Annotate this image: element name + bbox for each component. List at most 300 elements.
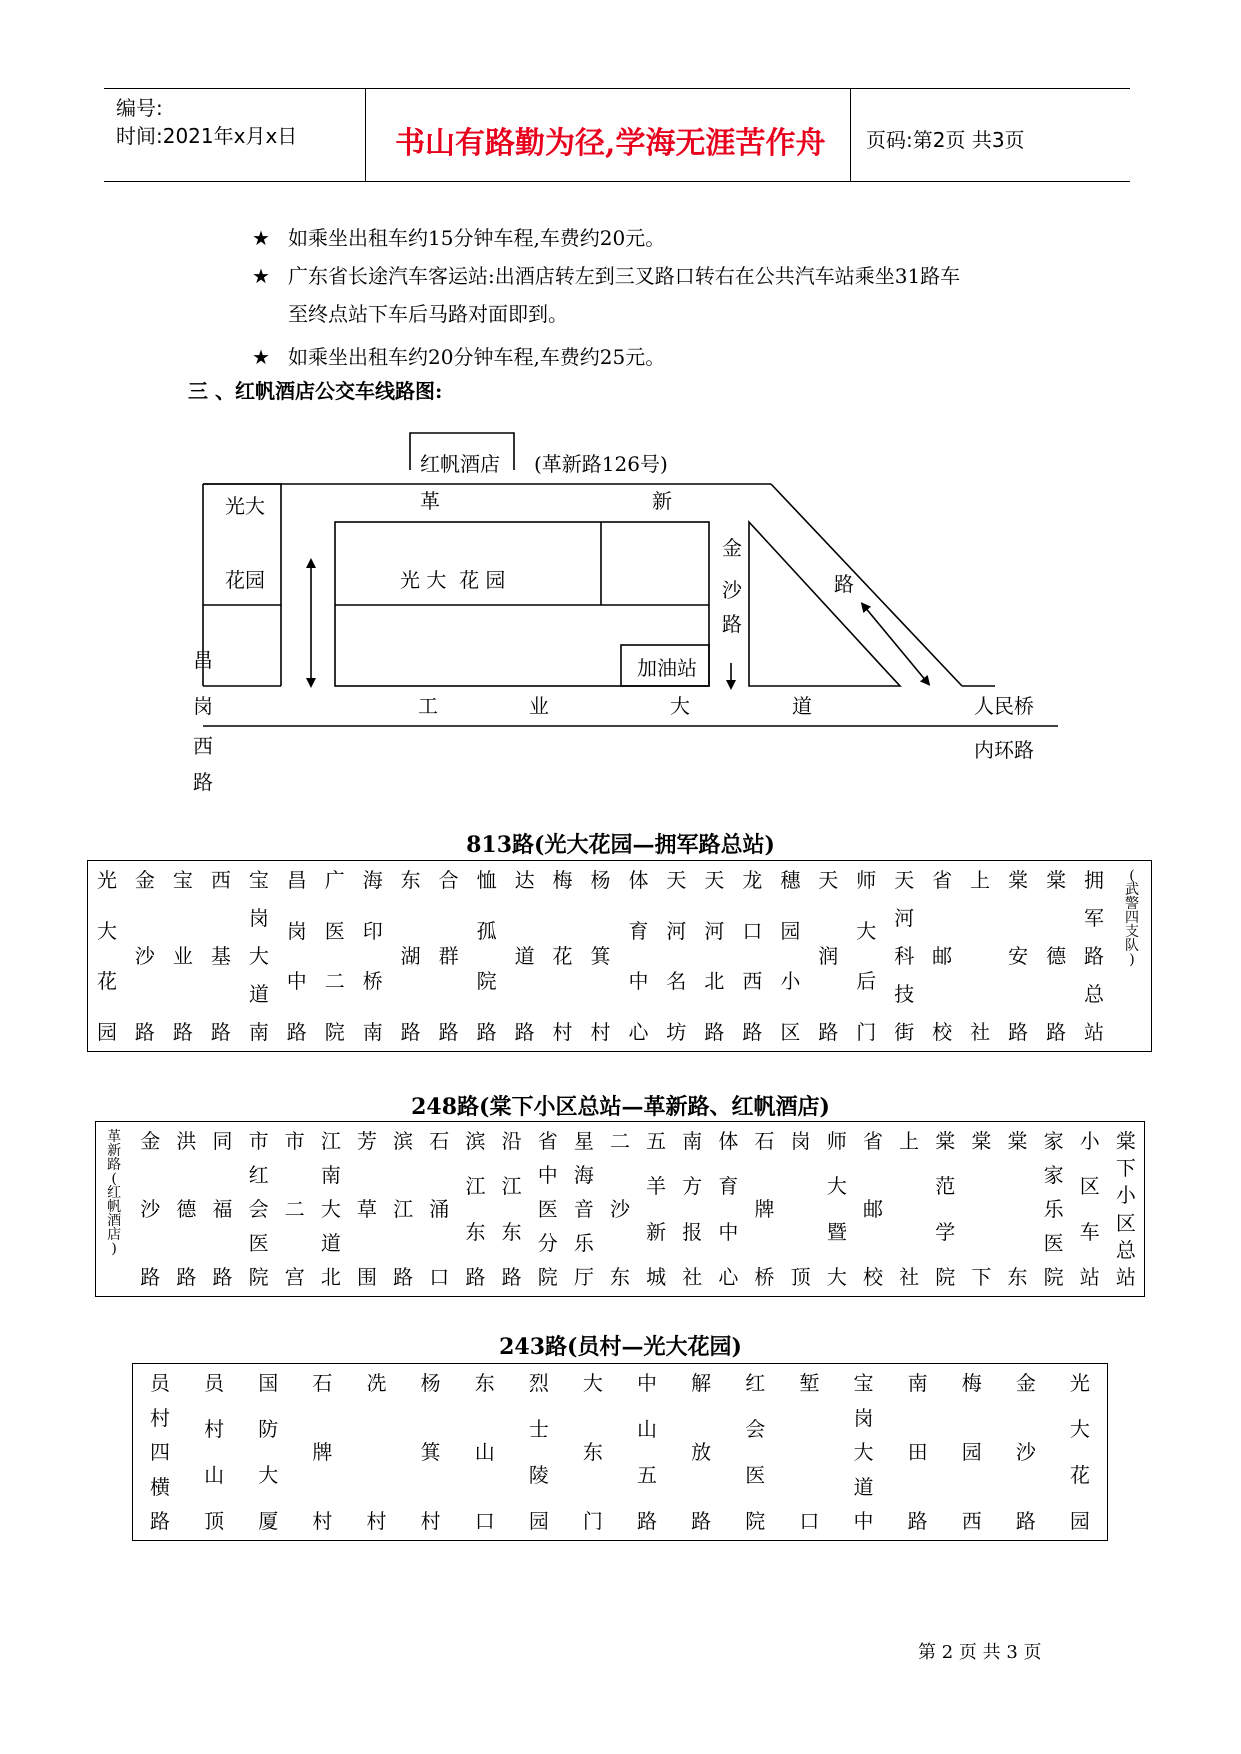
route-stop-char: 解 [691, 1371, 712, 1395]
route-stop-char: 宝 [172, 868, 193, 892]
route-stop [164, 861, 202, 1051]
route-stop-char: 站 [1115, 1265, 1136, 1289]
route-stop-char: 江 [465, 1174, 486, 1199]
route-stop-char: 路 [212, 1265, 233, 1289]
route-stop [313, 1122, 349, 1296]
route-stop-char: 洪 [176, 1129, 197, 1153]
route-stop [847, 861, 885, 1051]
route-stop [999, 1122, 1035, 1296]
route-stop-char: 范 [935, 1174, 956, 1199]
route-stop-char: 心 [628, 1020, 649, 1044]
route-stop-char: 东 [1007, 1265, 1028, 1289]
route-stop [710, 1122, 746, 1296]
route-stop-char: 牌 [754, 1197, 775, 1221]
route-stop [240, 861, 278, 1051]
route-stop-char: 家 [1043, 1129, 1064, 1153]
route-stop-char: 路 [637, 1509, 658, 1533]
route-stop-char: 德 [176, 1197, 197, 1221]
route-stop-char: 心 [718, 1265, 739, 1289]
route-stop-char: 北 [320, 1265, 341, 1289]
route-stop-char: 村 [590, 1020, 611, 1044]
route-stop-char: 路 [476, 1020, 497, 1044]
route-stop [404, 1364, 458, 1540]
route-stop-char: 市 [284, 1129, 305, 1153]
route-813-table [87, 860, 1152, 1052]
route-stop [961, 861, 999, 1051]
route-stop [506, 861, 544, 1051]
route-stop-char: 学 [935, 1219, 956, 1244]
route-stop-char: 省 [932, 868, 953, 892]
route-stop-char: 上 [970, 868, 991, 892]
route-stop [733, 861, 771, 1051]
route-stop-char: 桥 [362, 969, 383, 994]
route-stop-char: 村 [366, 1509, 387, 1533]
route-stop [620, 1364, 674, 1540]
route-stop-char: 路 [176, 1265, 197, 1289]
route-stop-char: 山 [637, 1417, 658, 1441]
triangle-block [749, 522, 900, 686]
body-line-3: 至终点站下车后马路对面即到。 [288, 302, 568, 326]
route-stop-char: 东 [400, 868, 421, 892]
route-stop-char: 路 [1008, 1020, 1029, 1044]
route-stop-char: 会 [745, 1417, 766, 1441]
route-stop-char: 大 [826, 1174, 847, 1199]
route-stop-char: 金 [140, 1129, 161, 1153]
route-stop [392, 861, 430, 1051]
route-stop-char: 岗 [790, 1129, 811, 1153]
route-813-title: 813路(光大花园—拥军路总站) [466, 832, 775, 858]
route-stop-char: 放 [691, 1440, 712, 1464]
route-stop-char: 合 [438, 868, 459, 892]
route-stop-char: 花 [552, 944, 573, 968]
route-stop-char: 沙 [609, 1197, 630, 1221]
route-stop-char: 医 [745, 1463, 766, 1487]
route-stop-char: 村 [420, 1509, 441, 1533]
route-stop-char: 医 [537, 1197, 558, 1221]
map-jinsha-2: 沙 [722, 578, 742, 602]
route-stop [421, 1122, 457, 1296]
route-stop-char: 中 [637, 1371, 658, 1395]
route-stop-char: 路 [501, 1265, 522, 1289]
route-stop [695, 861, 733, 1051]
route-stop-char: 梅 [961, 1371, 982, 1395]
route-stop-char: 园 [1069, 1509, 1090, 1533]
route-stop-char: 酒 [107, 1213, 122, 1229]
route-stop-char: 达 [514, 868, 535, 892]
route-stop [1108, 1122, 1144, 1296]
route-stop-char: 体 [628, 868, 649, 892]
route-stop-char: 会 [248, 1197, 269, 1221]
route-stop [566, 1122, 602, 1296]
route-stop [771, 861, 809, 1051]
route-stop-char: 烈 [528, 1371, 549, 1395]
route-stop-char: 昌 [286, 868, 307, 892]
route-stop-char: 站 [1084, 1020, 1105, 1044]
route-stop-char: 田 [907, 1440, 928, 1464]
route-stop [512, 1364, 566, 1540]
route-stop-char: 街 [894, 1020, 915, 1044]
route-stop [241, 1364, 295, 1540]
route-stop-char: 帆 [107, 1199, 122, 1215]
route-stop-char: 育 [628, 918, 649, 943]
route-stop-char: 桥 [754, 1265, 775, 1289]
route-stop-char: 群 [438, 944, 459, 968]
route-stop-char: 广 [324, 868, 345, 892]
route-stop-char: 五 [646, 1129, 667, 1153]
map-changgang-3: 西 [193, 734, 213, 758]
route-stop-char: 路 [400, 1020, 421, 1044]
route-stop [927, 1122, 963, 1296]
route-stop-char: 道 [248, 982, 269, 1006]
route-stop-char: 棠 [1008, 868, 1029, 892]
route-stop-char: 石 [312, 1371, 333, 1395]
route-stop-char: 道 [320, 1231, 341, 1255]
route-stop-char: ( [111, 1171, 117, 1187]
map-hotel-label: 红帆酒店 [420, 452, 500, 476]
route-stop-char: 横 [150, 1474, 171, 1499]
route-stop-char: 路 [1084, 944, 1105, 968]
route-stop-char: 沙 [1015, 1440, 1036, 1464]
route-stop-char: 沙 [140, 1197, 161, 1221]
route-stop [1037, 861, 1075, 1051]
route-stop [1072, 1122, 1108, 1296]
route-stop-char: 口 [799, 1509, 820, 1533]
diagonal-road-line [771, 484, 962, 686]
route-stop-char: 院 [745, 1509, 766, 1533]
map-renminqiao: 人民桥 [974, 694, 1034, 718]
route-stop-char: 四 [1125, 910, 1139, 926]
route-stop-char: 国 [258, 1371, 279, 1395]
route-stop-char: 南 [682, 1129, 703, 1153]
route-stop-char: 花 [1069, 1463, 1090, 1487]
route-stop-char: 邮 [932, 944, 953, 968]
route-stop-char: 大 [582, 1371, 603, 1395]
route-stop-char: 方 [682, 1174, 703, 1199]
route-stop [530, 1122, 566, 1296]
route-stop-char: 上 [899, 1129, 920, 1153]
route-stop-char: 口 [429, 1265, 450, 1289]
route-stop [277, 1122, 313, 1296]
route-stop-char: 师 [856, 868, 877, 892]
route-stop-char: 防 [258, 1417, 279, 1441]
route-stop [891, 1122, 927, 1296]
map-gexin-1: 革 [420, 489, 440, 513]
route-stop-char: 东 [501, 1219, 522, 1244]
route-stop-char: 村 [204, 1417, 225, 1441]
route-stop-char: 新 [107, 1143, 122, 1159]
route-stop-char: 员 [204, 1371, 225, 1395]
route-stop-char: 武 [1125, 882, 1139, 898]
route-stop-char: 乐 [573, 1231, 594, 1255]
route-stop [349, 1364, 403, 1540]
route-stop-char: 站 [1079, 1265, 1100, 1289]
star-bullet-icon: ★ [252, 226, 270, 250]
route-stop-char: 乐 [1043, 1197, 1064, 1221]
route-stop-char: 体 [718, 1129, 739, 1153]
route-stop-char: 棠 [1115, 1129, 1136, 1153]
route-stop-char: 新 [646, 1219, 667, 1244]
route-stop-char: 报 [682, 1219, 703, 1244]
route-243-title: 243路(员村—光大花园) [499, 1334, 742, 1360]
map-gongye-2: 业 [529, 694, 549, 718]
route-stop-char: 南 [907, 1371, 928, 1395]
route-stop-char: 金 [134, 868, 155, 892]
route-stop-char: 路 [150, 1509, 171, 1533]
route-stop [657, 861, 695, 1051]
map-guangda-2: 花园 [225, 568, 265, 592]
route-stop [638, 1122, 674, 1296]
route-stop-char: 顶 [790, 1265, 811, 1289]
route-stop-char: 市 [248, 1129, 269, 1153]
route-stop [809, 861, 847, 1051]
route-stop-char: 岗 [248, 906, 269, 930]
route-stop-char: 车 [1079, 1219, 1100, 1244]
route-stop-char: 棠 [1046, 868, 1067, 892]
route-stop-char: 村 [312, 1509, 333, 1533]
route-stop-char: 沿 [501, 1129, 522, 1153]
route-stop-char: 陵 [528, 1463, 549, 1487]
route-stop-char: 路 [438, 1020, 459, 1044]
route-stop-char: 院 [537, 1265, 558, 1289]
route-stop-char: 区 [780, 1020, 801, 1044]
star-bullet-icon: ★ [252, 264, 270, 288]
route-stop-char: 棠 [971, 1129, 992, 1153]
route-stop [945, 1364, 999, 1540]
route-stop-char: 河 [704, 918, 725, 943]
route-stop-char: 分 [537, 1231, 558, 1255]
route-stop [544, 861, 582, 1051]
route-stop-char: 光 [96, 868, 117, 892]
route-stop-char: 警 [1125, 896, 1139, 912]
route-stop-char: 芳 [357, 1129, 378, 1153]
route-stop-char: 东 [582, 1440, 603, 1464]
route-stop-char: 江 [320, 1129, 341, 1153]
map-neihuanlu: 内环路 [974, 738, 1034, 762]
route-stop-char: 中 [853, 1509, 874, 1533]
route-stop-char: 印 [362, 918, 383, 943]
route-stop-char: 校 [932, 1020, 953, 1044]
route-248-table [95, 1121, 1145, 1297]
route-stop-char: 路 [107, 1157, 122, 1173]
route-stop-char: 拥 [1084, 868, 1105, 892]
route-stop [582, 861, 620, 1051]
route-stop-char: 岗 [853, 1405, 874, 1430]
route-stop-char: ( [1129, 868, 1135, 884]
route-stop-char: 西 [210, 868, 231, 892]
route-stop [202, 861, 240, 1051]
route-stop [96, 1122, 132, 1296]
route-stop-char: 棠 [935, 1129, 956, 1153]
route-stop-char: 省 [537, 1129, 558, 1153]
route-stop-char: 厅 [573, 1265, 594, 1289]
route-stop-char: 路 [134, 1020, 155, 1044]
route-stop-char: 孤 [476, 918, 497, 943]
route-stop-char: 河 [666, 918, 687, 943]
route-stop-char: 社 [899, 1265, 920, 1289]
map-hotel-address: (革新路126号) [534, 452, 668, 476]
route-stop-char: 路 [172, 1020, 193, 1044]
route-stop [885, 861, 923, 1051]
route-stop-char: 滨 [465, 1129, 486, 1153]
route-stop-char: 路 [907, 1509, 928, 1533]
route-stop-char: 南 [362, 1020, 383, 1044]
route-stop-char: 岗 [286, 918, 307, 943]
route-stop-char: 社 [682, 1265, 703, 1289]
route-stop-char: 顶 [204, 1509, 225, 1533]
route-stop-char: 东 [609, 1265, 630, 1289]
route-stop-char: 棠 [1007, 1129, 1028, 1153]
route-stop-char: 南 [320, 1163, 341, 1187]
route-stop-char: 家 [1043, 1163, 1064, 1187]
header-number-label: 编号: [116, 96, 163, 120]
route-stop [1053, 1364, 1107, 1540]
route-stop [295, 1364, 349, 1540]
route-stop [278, 861, 316, 1051]
route-stop-char: 门 [856, 1020, 877, 1044]
map-changgang-4: 路 [193, 770, 213, 794]
route-stop-char: 路 [140, 1265, 161, 1289]
route-243-table [132, 1363, 1108, 1541]
route-stop-char: 总 [1084, 982, 1105, 1006]
route-stop [133, 1364, 187, 1540]
route-stop-char: 杨 [420, 1371, 441, 1395]
header-time-label: 时间:2021年x月x日 [116, 124, 298, 148]
route-stop-char: 大 [826, 1265, 847, 1289]
route-stop [728, 1364, 782, 1540]
route-stop-char: 园 [961, 1440, 982, 1464]
route-stop [674, 1364, 728, 1540]
route-stop-char: 路 [691, 1509, 712, 1533]
route-stop-char: 围 [357, 1265, 378, 1289]
route-stop-char: 社 [970, 1020, 991, 1044]
map-gongye-1: 工 [418, 694, 438, 718]
map-gas-station: 加油站 [637, 656, 697, 680]
route-stop-char: 宝 [853, 1371, 874, 1395]
route-stop-char: 路 [393, 1265, 414, 1289]
route-stop [836, 1364, 890, 1540]
route-stop-char: 门 [582, 1509, 603, 1533]
route-stop-char: 道 [853, 1474, 874, 1499]
route-stop [782, 1364, 836, 1540]
star-bullet-icon: ★ [252, 345, 270, 369]
route-stop-char: 石 [429, 1129, 450, 1153]
route-stop-char: 中 [718, 1219, 739, 1244]
route-stop-char: 二 [324, 969, 345, 994]
route-stop-char: 龙 [742, 868, 763, 892]
route-stop-char: 技 [894, 982, 915, 1006]
route-stop-char: 路 [210, 1020, 231, 1044]
route-stop-char: 德 [1046, 944, 1067, 968]
route-stop [187, 1364, 241, 1540]
route-stop-char: 小 [780, 969, 801, 994]
route-stop-char: 革 [107, 1129, 122, 1145]
route-stop [494, 1122, 530, 1296]
route-stop-char: 军 [1084, 906, 1105, 930]
route-stop [1036, 1122, 1072, 1296]
route-stop-char: 员 [150, 1371, 171, 1395]
route-stop-char: 音 [573, 1197, 594, 1221]
route-stop-char: 小 [1115, 1183, 1136, 1208]
route-stop-char: 东 [465, 1219, 486, 1244]
route-stop-char: 下 [971, 1265, 992, 1289]
route-stop [783, 1122, 819, 1296]
route-stop-char: 河 [894, 906, 915, 930]
route-stop-char: 山 [474, 1440, 495, 1464]
route-stop-char: 路 [1046, 1020, 1067, 1044]
route-stop-char: 南 [248, 1020, 269, 1044]
route-stop-char: 中 [628, 969, 649, 994]
route-stop-char: 江 [501, 1174, 522, 1199]
map-gongye-3: 大 [670, 694, 690, 718]
map-changgang-1: 昌 [193, 648, 213, 672]
route-stop-char: 星 [573, 1129, 594, 1153]
route-stop [204, 1122, 240, 1296]
route-stop-char: 大 [320, 1197, 341, 1221]
route-stop-char: 天 [704, 868, 725, 892]
route-stop-char: 路 [514, 1020, 535, 1044]
route-stop-char: 红 [107, 1185, 122, 1201]
route-stop-char: 总 [1115, 1237, 1136, 1262]
header-page-label: 页码:第2页 共3页 [866, 128, 1025, 152]
route-stop [241, 1122, 277, 1296]
route-stop [354, 861, 392, 1051]
route-stop-char: 天 [666, 868, 687, 892]
route-stop-char: 海 [362, 868, 383, 892]
route-stop-char: 中 [286, 969, 307, 994]
route-stop-char: 天 [818, 868, 839, 892]
route-stop [430, 861, 468, 1051]
route-stop-char: 箕 [590, 944, 611, 968]
route-stop [1075, 861, 1113, 1051]
route-stop-char: 中 [537, 1163, 558, 1187]
route-stop-char: 队 [1125, 938, 1139, 954]
route-stop-char: 道 [514, 944, 535, 968]
route-stop-char: 路 [742, 1020, 763, 1044]
route-stop-char: 师 [826, 1129, 847, 1153]
route-stop [891, 1364, 945, 1540]
route-stop-char: 涌 [429, 1197, 450, 1221]
route-stop [458, 1364, 512, 1540]
route-stop-char: 红 [248, 1163, 269, 1187]
route-stop-char: 大 [96, 918, 117, 943]
route-stop-char: 区 [1115, 1210, 1136, 1235]
route-stop-char: 四 [150, 1440, 171, 1464]
route-stop-char: 大 [853, 1440, 874, 1464]
route-stop-char: 士 [528, 1417, 549, 1441]
map-guangda-1: 光大 [225, 494, 265, 518]
route-stop-char: 院 [935, 1265, 956, 1289]
route-stop-char: 路 [286, 1020, 307, 1044]
route-stop-char: 花 [96, 969, 117, 994]
route-stop-char: 大 [856, 918, 877, 943]
route-stop-char: 基 [210, 944, 231, 968]
route-stop-char: 口 [742, 918, 763, 943]
map-gongye-4: 道 [792, 694, 812, 718]
route-stop-char: 红 [745, 1371, 766, 1395]
route-stop-char: 堑 [799, 1371, 820, 1395]
body-line-4: ★ 如乘坐出租车约20分钟车程,车费约25元。 [252, 345, 666, 369]
route-stop-char: 草 [357, 1197, 378, 1221]
page-footer: 第 2 页 共 3 页 [918, 1642, 1042, 1663]
map-changgang-2: 岗 [193, 694, 213, 718]
route-stop-char: 院 [248, 1265, 269, 1289]
route-stop-char: 石 [754, 1129, 775, 1153]
route-stop [999, 1364, 1053, 1540]
route-stop-char: 湖 [400, 944, 421, 968]
body-line-2: ★ 广东省长途汽车客运站:出酒店转左到三叉路口转右在公共汽车站乘坐31路车 [252, 264, 961, 288]
route-stop-char: 区 [1079, 1174, 1100, 1199]
route-stop-char: 光 [1069, 1371, 1090, 1395]
